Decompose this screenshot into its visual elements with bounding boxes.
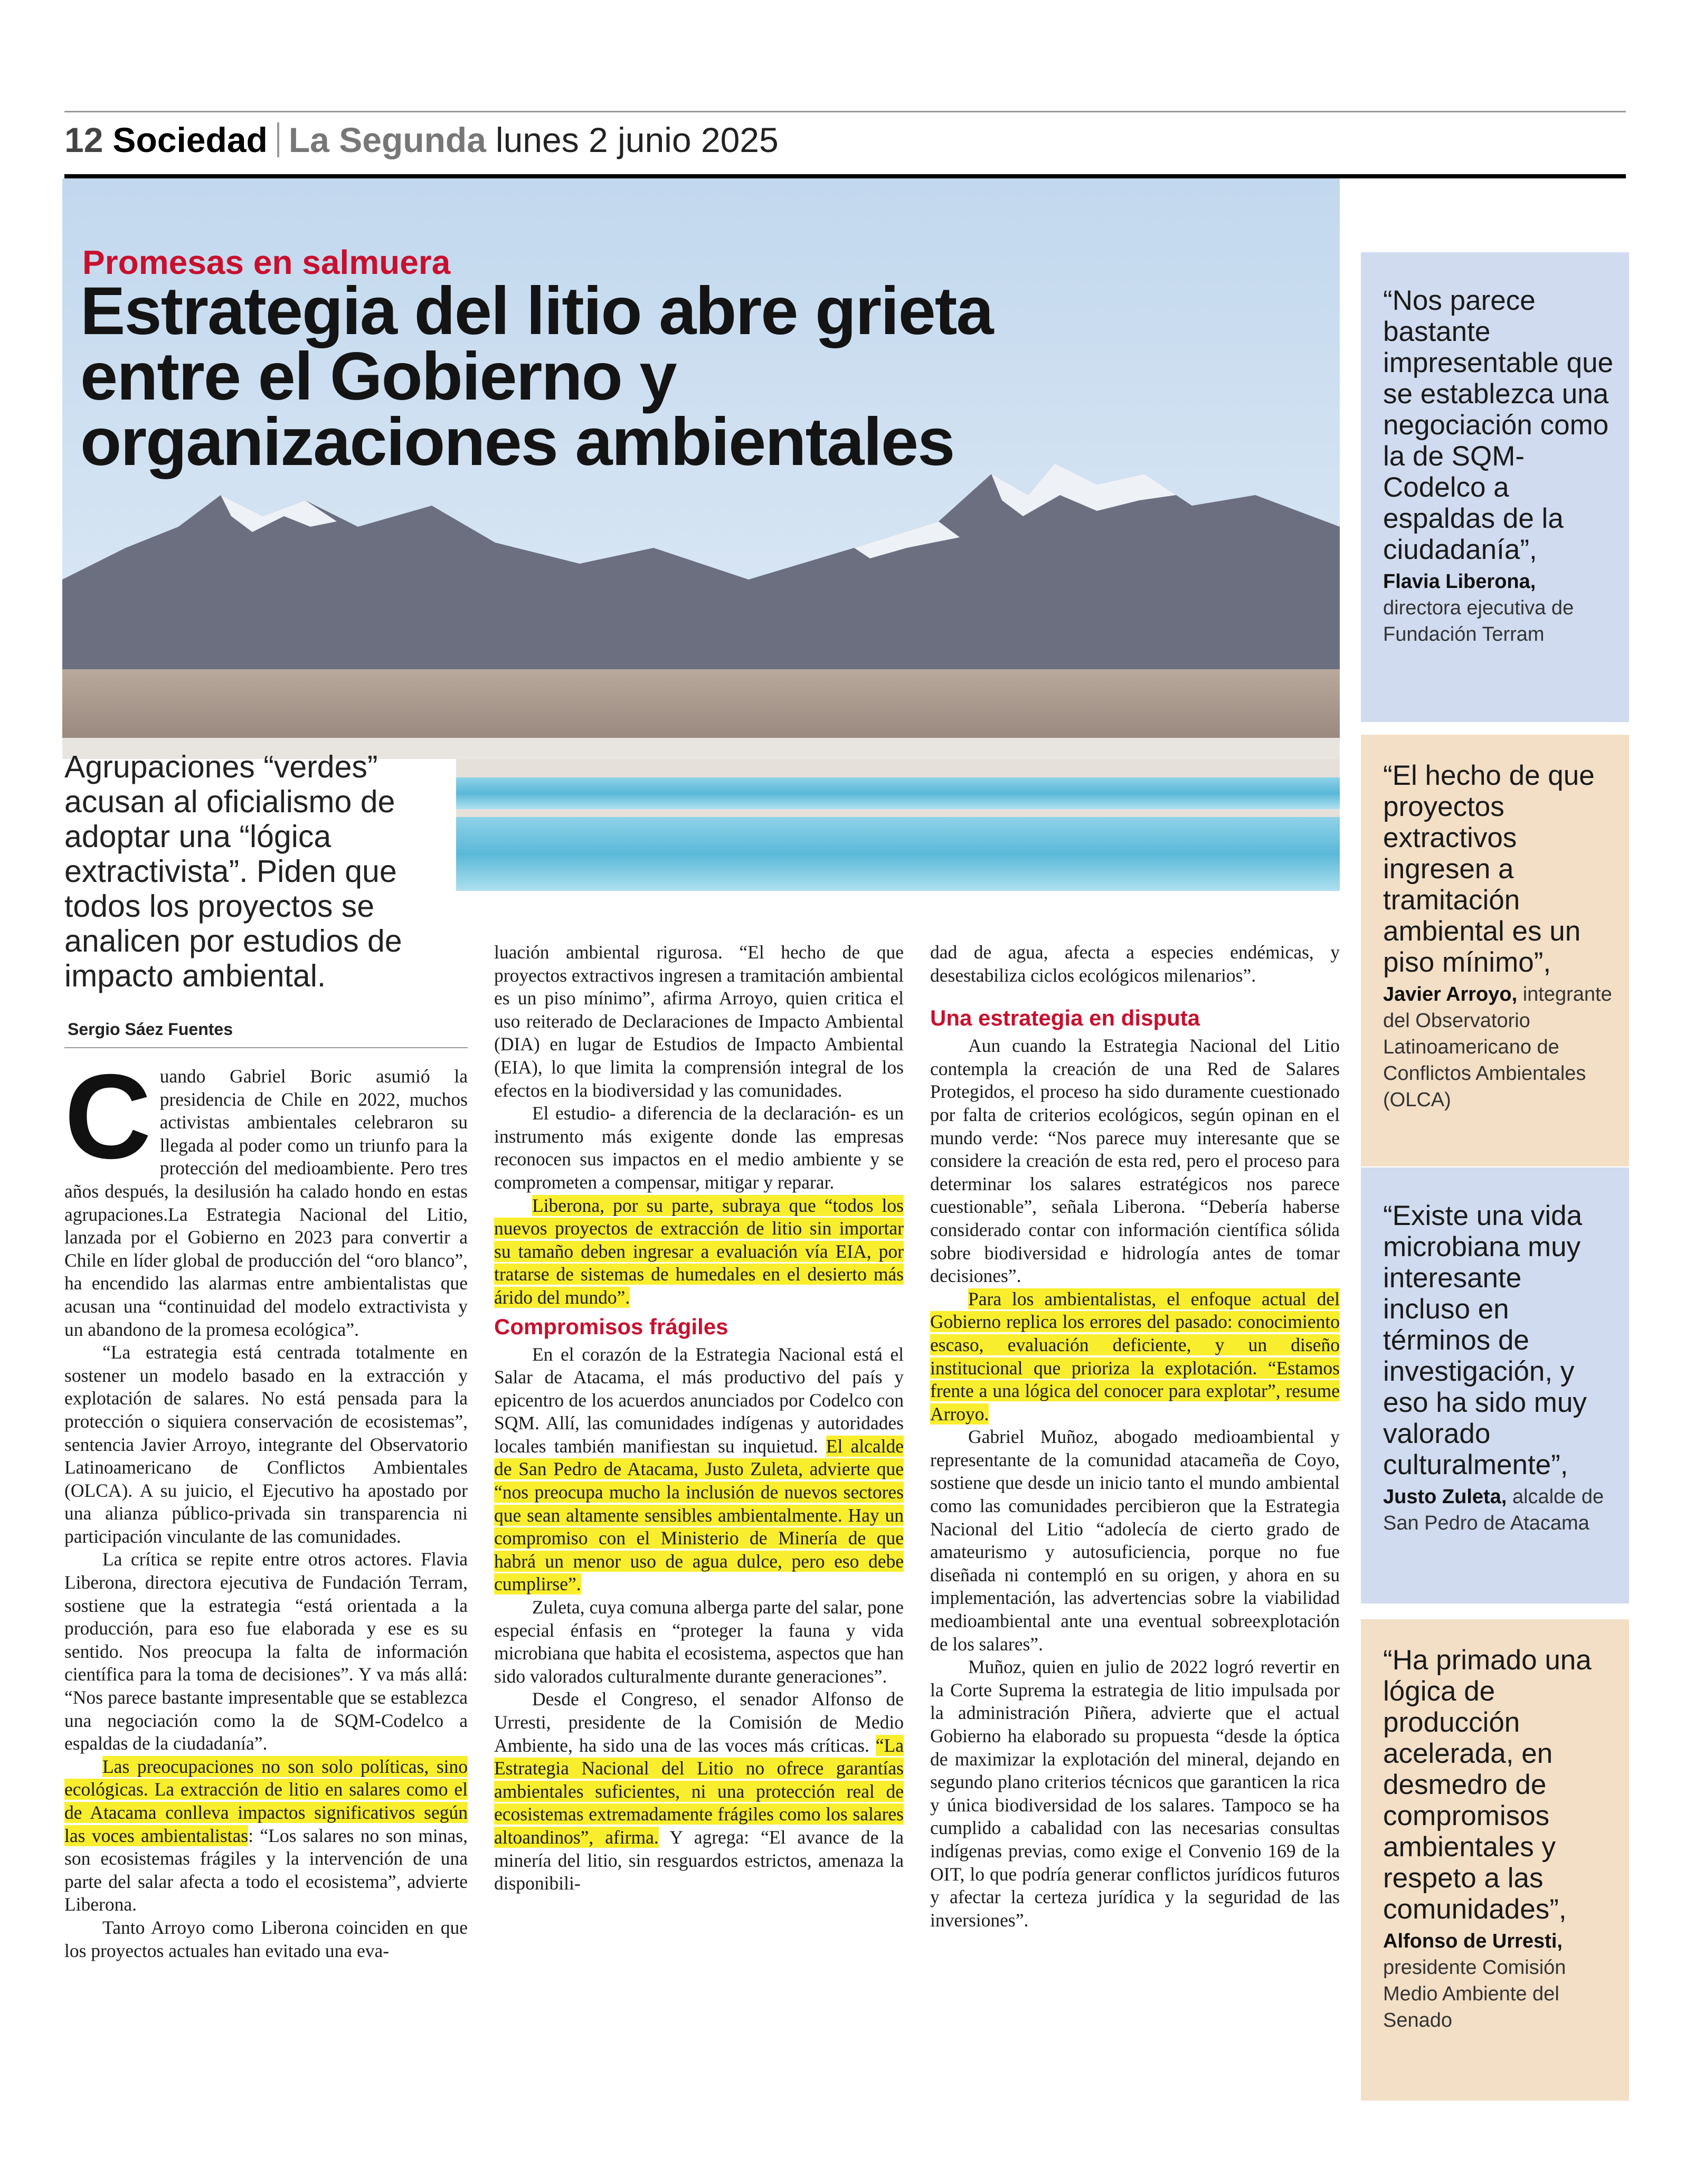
quote-author: Flavia Liberona,: [1383, 571, 1536, 593]
quote-text: “El hecho de que proyectos extractivos ingresen a tramitación ambiental es un piso mínimo”,: [1383, 760, 1595, 978]
paragraph-text: En el corazón de la Estrategia Nacional está el Salar de Atacama, el más productivo del país y epicentro de los acuerdos anunciados por Codelco con SQM. Allí, las comunidades indígenas y autoridades locales también manifiestan su inquietud.: [494, 1343, 904, 1457]
evaporation-pond-lower: [456, 817, 1340, 891]
article-kicker: Promesas en salmuera: [82, 243, 451, 281]
paragraph-text: Desde el Congreso, el senador Alfonso de Urresti, presidente de la Comisión de Medio Ambiente, ha sido una de las voces más críticas.: [494, 1688, 904, 1756]
highlighted-passage: Para los ambientalistas, el enfoque actual del Gobierno replica los errores del pasado: conocimiento escaso, evaluación deficiente, y un diseño institucional que prioriza la explotación. “Estamos frente a una lógica del conocer para explotar”, resume Arroyo.: [930, 1288, 1340, 1425]
article-column-1: [64, 1050, 468, 1962]
paragraph: uando Gabriel Boric asumió la presidencia de Chile en 2022, muchos activistas ambientales celebraron su llegada al poder como un triunfo para la protección del medioambiente. Pero tres años después, la desilusión ha calado hondo en estas agrupaciones.La Estrategia Nacional del Litio, lanzada por el Gobierno en 2023 para convertir a Chile en líder global de producción del “oro blanco”, ha encendido las alarmas entre ambientalistas que acusan una “continuidad del modelo extractivista y un abandono de la promesa ecológica”.: [64, 1066, 468, 1340]
paragraph-text: Y agrega: “El avance de la minería del litio, sin resguardos estrictos, amenaza la disponibili-: [494, 1826, 904, 1894]
subheading: Compromisos frágiles: [494, 1314, 728, 1339]
quote-text: “Ha primado una lógica de producción acelerada, en desmedro de compromisos ambientales y respeto a las comunidades”,: [1383, 1645, 1592, 1925]
article-byline: Sergio Sáez Fuentes: [68, 1020, 233, 1039]
highlighted-passage: Las preocupaciones no son solo políticas, sino ecológicas. La extracción de litio en salares como el de Atacama conlleva impactos significativos según las voces ambientalistas: [64, 1755, 468, 1846]
quote-author: Alfonso de Urresti,: [1383, 1930, 1563, 1952]
header-bottom-rule: [64, 174, 1626, 178]
paragraph: Gabriel Muñoz, abogado medioambiental y representante de la comunidad atacameña de Coyo, sostiene que desde un inicio tanto el mundo ambiental como las comunidades percibieron que la Estrategia Nacional del Litio “adolecía de cierto grado de amateurismo y autosuficiencia, porque no fue diseñada ni contempló en su origen, y ahora en su implementación, las advertencias sobre la viabilidad medioambiental ante una eventual sobreexplotación de los salares”.: [930, 1426, 1340, 1655]
pull-quote: [1361, 252, 1629, 722]
paragraph: La crítica se repite entre otros actores. Flavia Liberona, directora ejecutiva de Fundación Terram, sostiene que la estrategia “está orientada a la producción, para eso fue elaborada y ese es su sentido. Nos preocupa la falta de información científica para la toma de decisiones”. Y va más allá: “Nos parece bastante impresentable que se establezca una negociación como la de SQM-Codelco a espaldas de la ciudadanía”.: [64, 1549, 468, 1754]
header-top-rule: [64, 111, 1626, 112]
paragraph: luación ambiental rigurosa. “El hecho de que proyectos extractivos ingresen a tramitación ambiental es un piso mínimo”, afirma Arroyo, quien critica el uso reiterado de Declaraciones de Impacto Ambiental (DIA) en lugar de Estudios de Impacto Ambiental (EIA), lo que limita la comprensión integral de los efectos en la biodiversidad y las comunidades.: [494, 942, 904, 1101]
paragraph: “La estrategia está centrada totalmente en sostener un modelo basado en la extracción y explotación de salares. No está pensada para la protección o siquiera conservación de ecosistemas”, sentencia Javier Arroyo, integrante del Observatorio Latinoamericano de Conflictos Ambientales (OLCA). A su juicio, el Ejecutivo ha apostado por una alianza público-privada sin transparencia ni participación vinculante de las comunidades.: [64, 1342, 468, 1547]
quote-text: “Existe una vida microbiana muy interesante incluso en términos de investigación, y eso ha sido muy valorado culturalmente”,: [1383, 1200, 1587, 1480]
quote-role: presidente Comisión Medio Ambiente del Senado: [1383, 1957, 1566, 2031]
pull-quote: [1361, 1619, 1629, 2101]
paragraph: dad de agua, afecta a especies endémicas, y desestabiliza ciclos ecológicos milenarios”.: [930, 942, 1340, 986]
publication-date: lunes 2 junio 2025: [495, 120, 779, 159]
paragraph: El estudio- a diferencia de la declaración- es un instrumento más exigente donde las empresas reconocen sus impactos en el medio ambiente y se comprometen a compensar, mitigar y reparar.: [494, 1103, 904, 1193]
quote-author: Justo Zuleta,: [1383, 1486, 1507, 1508]
highlighted-passage: El alcalde de San Pedro de Atacama, Justo Zuleta, advierte que “nos preocupa mucho la inclusión de nuevos sectores que sean altamente sensibles ambientalmente. Hay un compromiso con el Ministerio de Minería de que habrá un menor uso de agua dulce, pero eso debe cumplirse”.: [494, 1435, 904, 1595]
article-headline: Estrategia del litio abre grieta entre el Gobierno y organizaciones ambientales: [80, 273, 993, 480]
page-header: [64, 117, 779, 163]
page-number: 12: [64, 120, 103, 159]
highlighted-passage: Liberona, por su parte, subraya que “todos los nuevos proyectos de extracción de litio sin importar su tamaño deben ingresar a evaluación vía EIA, por tratarse de sistemas de humedales en el desierto más árido del mundo”.: [494, 1194, 904, 1308]
publication-name: La Segunda: [288, 120, 486, 159]
section-name: Sociedad: [112, 120, 268, 159]
article-column-3: [930, 941, 1340, 1932]
paragraph: Zuleta, cuya comuna alberga parte del salar, pone especial énfasis en “proteger la fauna y vida microbiana que habita el ecosistema, aspectos que han sido valorados culturalmente durante generaciones”.: [494, 1597, 904, 1687]
pull-quote: [1361, 735, 1629, 1166]
quote-role: alcalde de San Pedro de Atacama: [1383, 1486, 1604, 1534]
paragraph: Tanto Arroyo como Liberona coinciden en que los proyectos actuales han evitado una eva-: [64, 1916, 468, 1961]
quote-author: Javier Arroyo,: [1383, 983, 1518, 1005]
evaporation-pond-upper: [456, 777, 1340, 809]
paragraph: Aun cuando la Estrategia Nacional del Litio contempla la creación de una Red de Salares Protegidos, el proceso ha sido duramente cuestionado por falta de criterios ecológicos, según opinan en el mundo verde: “Nos parece muy interesante que se considere la creación de esta red, pero el proceso para determinar los salares estratégicos nos parece cuestionable”, señala Liberona. “Debería haberse considerado contar con información científica sólida sobre biodiversidad e hidrología antes de tomar decisiones”.: [930, 1035, 1340, 1287]
article-deck: Agrupaciones “verdes” acusan al oficialismo de adoptar una “lógica extractivista”. Piden que todos los proyectos se analicen por estudios de impacto ambiental.: [64, 749, 402, 993]
quote-role: integrante del Observatorio Latinoamericano de Conflictos Ambientales (OLCA): [1383, 983, 1612, 1111]
pull-quote: [1361, 1167, 1629, 1603]
byline-rule: [64, 1047, 468, 1048]
paragraph-text: : “Los salares no son minas, son ecosistemas frágiles y la intervención de una parte del salar afecta a todo el ecosistema”, advierte Liberona.: [64, 1825, 468, 1915]
drop-cap: C: [64, 1050, 152, 1184]
quote-role: directora ejecutiva de Fundación Terram: [1383, 597, 1574, 645]
paragraph: Muñoz, quien en julio de 2022 logró revertir en la Corte Suprema la estrategia de litio impulsada por la administración Piñera, advierte que el actual Gobierno ha elaborado su propuesta “desde la óptica de maximizar la explotación del mineral, dejando en segundo plano criterios técnicos que garanticen la rica y única biodiversidad de los salares. Tampoco se ha cumplido a cabalidad con las necesarias consultas indígenas previas, como exige el Convenio 169 de la OIT, lo que podría generar conflictos jurídicos futuros y afectar la certeza jurídica y la seguridad de las inversiones”.: [930, 1656, 1340, 1931]
header-separator: [277, 122, 279, 157]
highlighted-passage: “La Estrategia Nacional del Litio no ofrece garantías ambientales suficientes, ni una protección real de ecosistemas extremadamente frágiles como los salares altoandinos”, afirma.: [494, 1734, 904, 1848]
article-column-2: [494, 941, 904, 1895]
subheading: Una estrategia en disputa: [930, 1005, 1200, 1031]
quote-text: “Nos parece bastante impresentable que se establezca una negociación como la de SQM-Codelco a espaldas de la ciudadanía”,: [1383, 285, 1614, 565]
